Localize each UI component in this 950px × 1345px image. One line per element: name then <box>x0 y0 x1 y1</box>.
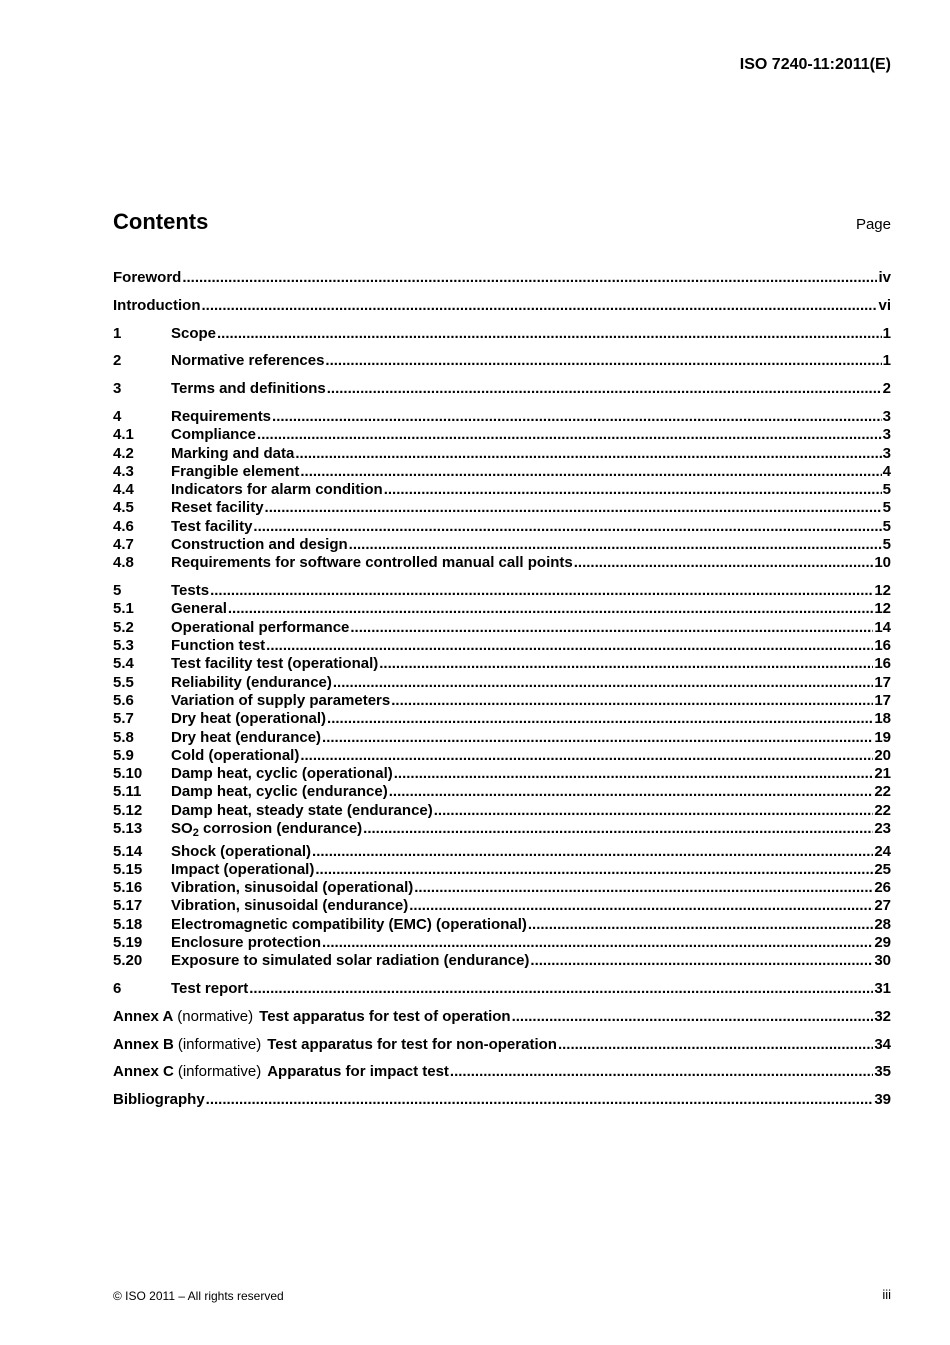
toc-leader <box>434 802 874 819</box>
toc-number: 5.4 <box>113 655 134 673</box>
toc-leader <box>312 843 873 860</box>
toc-page: 29 <box>874 934 891 951</box>
toc-number: 4.6 <box>113 517 134 535</box>
toc-number: 3 <box>113 380 122 398</box>
toc-leader <box>363 820 873 837</box>
toc-entry-5-6[interactable] <box>113 692 891 710</box>
toc-page: 5 <box>882 517 891 535</box>
toc-leader <box>300 463 881 480</box>
toc-leader <box>201 297 877 314</box>
toc-page: 12 <box>874 600 891 618</box>
toc-number: 4 <box>113 407 122 425</box>
toc-leader <box>249 980 873 997</box>
toc-number: 5.1 <box>113 600 134 618</box>
toc-page: 17 <box>874 673 891 691</box>
toc-title: Tests <box>171 582 210 600</box>
toc-entry-annex-a[interactable] <box>113 1008 891 1026</box>
toc-number: 5.3 <box>113 637 134 655</box>
toc-title: Enclosure protection <box>171 934 322 951</box>
toc-page: 16 <box>874 637 891 655</box>
toc-entry-5-1[interactable] <box>113 600 891 618</box>
toc-leader <box>266 637 873 654</box>
toc-entry-5-20[interactable] <box>113 952 891 970</box>
toc-page: 14 <box>874 618 891 636</box>
toc-entry-5-18[interactable] <box>113 916 891 934</box>
toc-entry-5-2[interactable] <box>113 619 891 637</box>
toc-title: Electromagnetic compatibility (EMC) (operational) <box>171 915 527 933</box>
table-of-contents <box>113 269 891 1110</box>
toc-page: 34 <box>874 1035 891 1053</box>
toc-page: 10 <box>874 554 891 572</box>
toc-leader <box>272 408 882 425</box>
page-column-label: Page <box>855 216 891 233</box>
toc-page: 2 <box>882 380 891 398</box>
toc-title: Reset facility <box>171 499 264 517</box>
toc-number: 5.11 <box>113 783 142 801</box>
toc-page: 19 <box>874 728 891 746</box>
toc-number: 5.15 <box>113 860 143 878</box>
toc-leader <box>257 426 882 443</box>
toc-number: 5 <box>113 582 122 600</box>
toc-leader <box>327 380 882 397</box>
toc-number: 5.8 <box>113 728 134 746</box>
toc-title: Impact (operational) <box>171 860 315 878</box>
toc-leader <box>350 619 873 636</box>
toc-title: Vibration, sinusoidal (endurance) <box>171 897 409 915</box>
toc-number: 5.16 <box>113 879 143 897</box>
toc-entry-bibliography[interactable] <box>113 1091 891 1109</box>
toc-page: 5 <box>882 481 891 499</box>
toc-leader <box>512 1008 874 1025</box>
toc-title: Operational performance <box>171 618 350 636</box>
toc-page: iv <box>878 269 891 286</box>
toc-page: 1 <box>882 324 891 342</box>
toc-annex-kind: (informative) <box>177 1035 262 1053</box>
toc-page: 5 <box>882 536 891 554</box>
toc-entry-4-1[interactable] <box>113 426 891 444</box>
toc-title: Variation of supply parameters <box>171 691 391 709</box>
toc-entry-4-8[interactable] <box>113 554 891 572</box>
toc-page: 28 <box>874 915 891 933</box>
toc-annex-kind: (normative) <box>177 1007 254 1025</box>
toc-title: Vibration, sinusoidal (operational) <box>171 879 414 897</box>
toc-leader <box>228 600 873 617</box>
toc-number: 4.2 <box>113 444 134 462</box>
toc-page: 22 <box>874 783 891 801</box>
toc-title: Reliability (endurance) <box>171 673 332 691</box>
toc-number: 5.5 <box>113 673 134 691</box>
toc-entry-6[interactable] <box>113 980 891 998</box>
toc-entry-5[interactable] <box>113 582 891 600</box>
toc-leader <box>206 1091 874 1108</box>
toc-entry-introduction[interactable] <box>113 297 891 315</box>
toc-page: 18 <box>874 710 891 728</box>
toc-entry-5-19[interactable] <box>113 934 891 952</box>
toc-page: 3 <box>882 426 891 444</box>
toc-leader <box>217 325 882 342</box>
toc-number: 5.2 <box>113 618 134 636</box>
toc-annex-label: Annex C <box>113 1063 174 1081</box>
toc-leader <box>349 536 882 553</box>
toc-page: 30 <box>874 952 891 970</box>
toc-entry-4-6[interactable] <box>113 518 891 536</box>
toc-title: General <box>171 600 227 618</box>
toc-page: 4 <box>882 462 891 480</box>
toc-page: 5 <box>882 499 891 517</box>
toc-entry-5-8[interactable] <box>113 729 891 747</box>
toc-leader <box>394 765 874 782</box>
toc-title: Construction and design <box>171 536 348 554</box>
toc-title: Cold (operational) <box>171 746 300 764</box>
toc-title: Compliance <box>171 426 257 444</box>
toc-entry-5-5[interactable] <box>113 674 891 692</box>
toc-number: 4.4 <box>113 481 134 499</box>
toc-title: Dry heat (endurance) <box>171 728 322 746</box>
toc-title: Frangible element <box>171 462 300 480</box>
toc-number: 5.13 <box>113 820 143 838</box>
toc-page: 39 <box>874 1091 891 1109</box>
toc-title: Damp heat, cyclic (operational) <box>171 765 393 783</box>
toc-title: Test apparatus for test of operation <box>259 1007 511 1025</box>
toc-title: Function test <box>171 637 266 655</box>
toc-page: 20 <box>874 746 891 764</box>
toc-annex-label: Annex A <box>113 1007 174 1025</box>
toc-leader <box>558 1036 873 1053</box>
toc-title: Damp heat, cyclic (endurance) <box>171 783 388 801</box>
toc-leader <box>327 710 873 727</box>
toc-leader <box>414 879 873 896</box>
toc-number: 4.1 <box>113 426 134 444</box>
toc-number: 5.14 <box>113 842 143 860</box>
toc-leader <box>450 1063 873 1080</box>
toc-title: Introduction <box>113 296 201 314</box>
toc-leader <box>295 445 881 462</box>
toc-leader <box>379 655 873 672</box>
toc-title: Exposure to simulated solar radiation (endurance) <box>171 952 530 970</box>
toc-page: 22 <box>874 801 891 819</box>
toc-entry-5-11[interactable] <box>113 783 891 801</box>
toc-number: 5.20 <box>113 952 143 970</box>
toc-number: 5.17 <box>113 897 143 915</box>
toc-page: 16 <box>874 655 891 673</box>
toc-page: 3 <box>882 444 891 462</box>
subscript-2: 2 <box>192 827 199 840</box>
toc-title: Scope <box>171 324 217 342</box>
toc-entry-1[interactable] <box>113 325 891 343</box>
toc-entry-5-17[interactable] <box>113 897 891 915</box>
toc-number: 6 <box>113 980 122 998</box>
toc-entry-5-16[interactable] <box>113 879 891 897</box>
toc-number: 1 <box>113 324 122 342</box>
toc-entry-5-4[interactable] <box>113 655 891 673</box>
toc-entry-5-15[interactable] <box>113 861 891 879</box>
toc-number: 5.7 <box>113 710 134 728</box>
toc-entry-annex-c[interactable] <box>113 1063 891 1081</box>
toc-title: Marking and data <box>171 444 295 462</box>
toc-entry-4[interactable] <box>113 408 891 426</box>
toc-number: 4.8 <box>113 554 134 572</box>
toc-leader <box>409 897 873 914</box>
footer-page-number: iii <box>882 1287 891 1302</box>
toc-page: 25 <box>874 860 891 878</box>
toc-title: Damp heat, steady state (endurance) <box>171 801 433 819</box>
toc-page: 27 <box>874 897 891 915</box>
toc-leader <box>333 674 873 691</box>
toc-entry-4-7[interactable] <box>113 536 891 554</box>
toc-title: Requirements for software controlled manual call points <box>171 554 573 572</box>
toc-leader <box>325 352 881 369</box>
toc-number: 2 <box>113 352 122 370</box>
toc-leader <box>322 934 873 951</box>
toc-entry-4-4[interactable] <box>113 481 891 499</box>
toc-leader <box>182 269 877 286</box>
toc-leader <box>265 499 882 516</box>
toc-title: Bibliography <box>113 1091 205 1109</box>
toc-entry-4-3[interactable] <box>113 463 891 481</box>
toc-page: 35 <box>874 1063 891 1081</box>
toc-leader <box>253 518 881 535</box>
toc-title: Terms and definitions <box>171 380 326 398</box>
toc-page: 32 <box>874 1007 891 1025</box>
toc-title: Test facility <box>171 517 253 535</box>
toc-number: 4.3 <box>113 462 134 480</box>
toc-number: 5.19 <box>113 934 143 951</box>
toc-page: vi <box>878 296 891 314</box>
toc-entry-5-3[interactable] <box>113 637 891 655</box>
toc-entry-5-10[interactable] <box>113 765 891 783</box>
toc-title: Indicators for alarm condition <box>171 481 383 499</box>
toc-leader <box>530 952 873 969</box>
toc-entry-annex-b[interactable] <box>113 1036 891 1054</box>
toc-title: Dry heat (operational) <box>171 710 327 728</box>
toc-entry-2[interactable] <box>113 352 891 370</box>
toc-page: 26 <box>874 879 891 897</box>
toc-page: 31 <box>874 980 891 998</box>
toc-title: $SO_2$ corrosion (endurance) <box>171 820 363 840</box>
toc-title: Shock (operational) <box>171 842 312 860</box>
toc-page: 21 <box>874 765 891 783</box>
toc-leader <box>322 729 873 746</box>
toc-title: Test report <box>171 980 249 998</box>
toc-title: Test facility test (operational) <box>171 655 379 673</box>
toc-number: 5.6 <box>113 691 134 709</box>
toc-page: 3 <box>882 407 891 425</box>
toc-number: 5.10 <box>113 765 143 783</box>
toc-number: 4.5 <box>113 499 134 517</box>
toc-title: Foreword <box>113 269 182 286</box>
toc-entry-5-13[interactable] <box>113 820 891 843</box>
toc-annex-kind: (informative) <box>177 1063 262 1081</box>
toc-number: 5.18 <box>113 915 143 933</box>
toc-number: 4.7 <box>113 536 134 554</box>
toc-leader <box>391 692 873 709</box>
toc-title: Normative references <box>171 352 325 370</box>
toc-entry-4-2[interactable] <box>113 445 891 463</box>
document-id: ISO 7240-11:2011(E) <box>739 56 891 73</box>
toc-annex-label: Annex B <box>113 1035 174 1053</box>
footer-copyright: © ISO 2011 – All rights reserved <box>113 1289 284 1303</box>
toc-entry-3[interactable] <box>113 380 891 398</box>
toc-leader <box>210 582 873 599</box>
toc-entry-4-5[interactable] <box>113 499 891 517</box>
toc-entry-5-14[interactable] <box>113 843 891 861</box>
contents-title: Contents <box>113 209 209 234</box>
toc-page: 17 <box>874 691 891 709</box>
toc-entry-5-12[interactable] <box>113 802 891 820</box>
toc-page: 23 <box>874 820 891 838</box>
toc-page: 12 <box>874 582 891 600</box>
toc-number: 5.9 <box>113 746 134 764</box>
toc-title: Apparatus for impact test <box>267 1063 449 1081</box>
toc-title: Requirements <box>171 407 272 425</box>
toc-leader <box>384 481 882 498</box>
toc-entry-5-7[interactable] <box>113 710 891 728</box>
toc-leader <box>528 916 873 933</box>
toc-leader <box>300 747 873 764</box>
toc-entry-foreword[interactable] <box>113 269 891 287</box>
toc-leader <box>389 783 874 800</box>
toc-leader <box>315 861 873 878</box>
toc-number: 5.12 <box>113 801 143 819</box>
toc-page: 24 <box>874 842 891 860</box>
toc-title: Test apparatus for test for non-operation <box>267 1035 557 1053</box>
toc-entry-5-9[interactable] <box>113 747 891 765</box>
toc-leader <box>574 554 874 571</box>
toc-page: 1 <box>882 352 891 370</box>
